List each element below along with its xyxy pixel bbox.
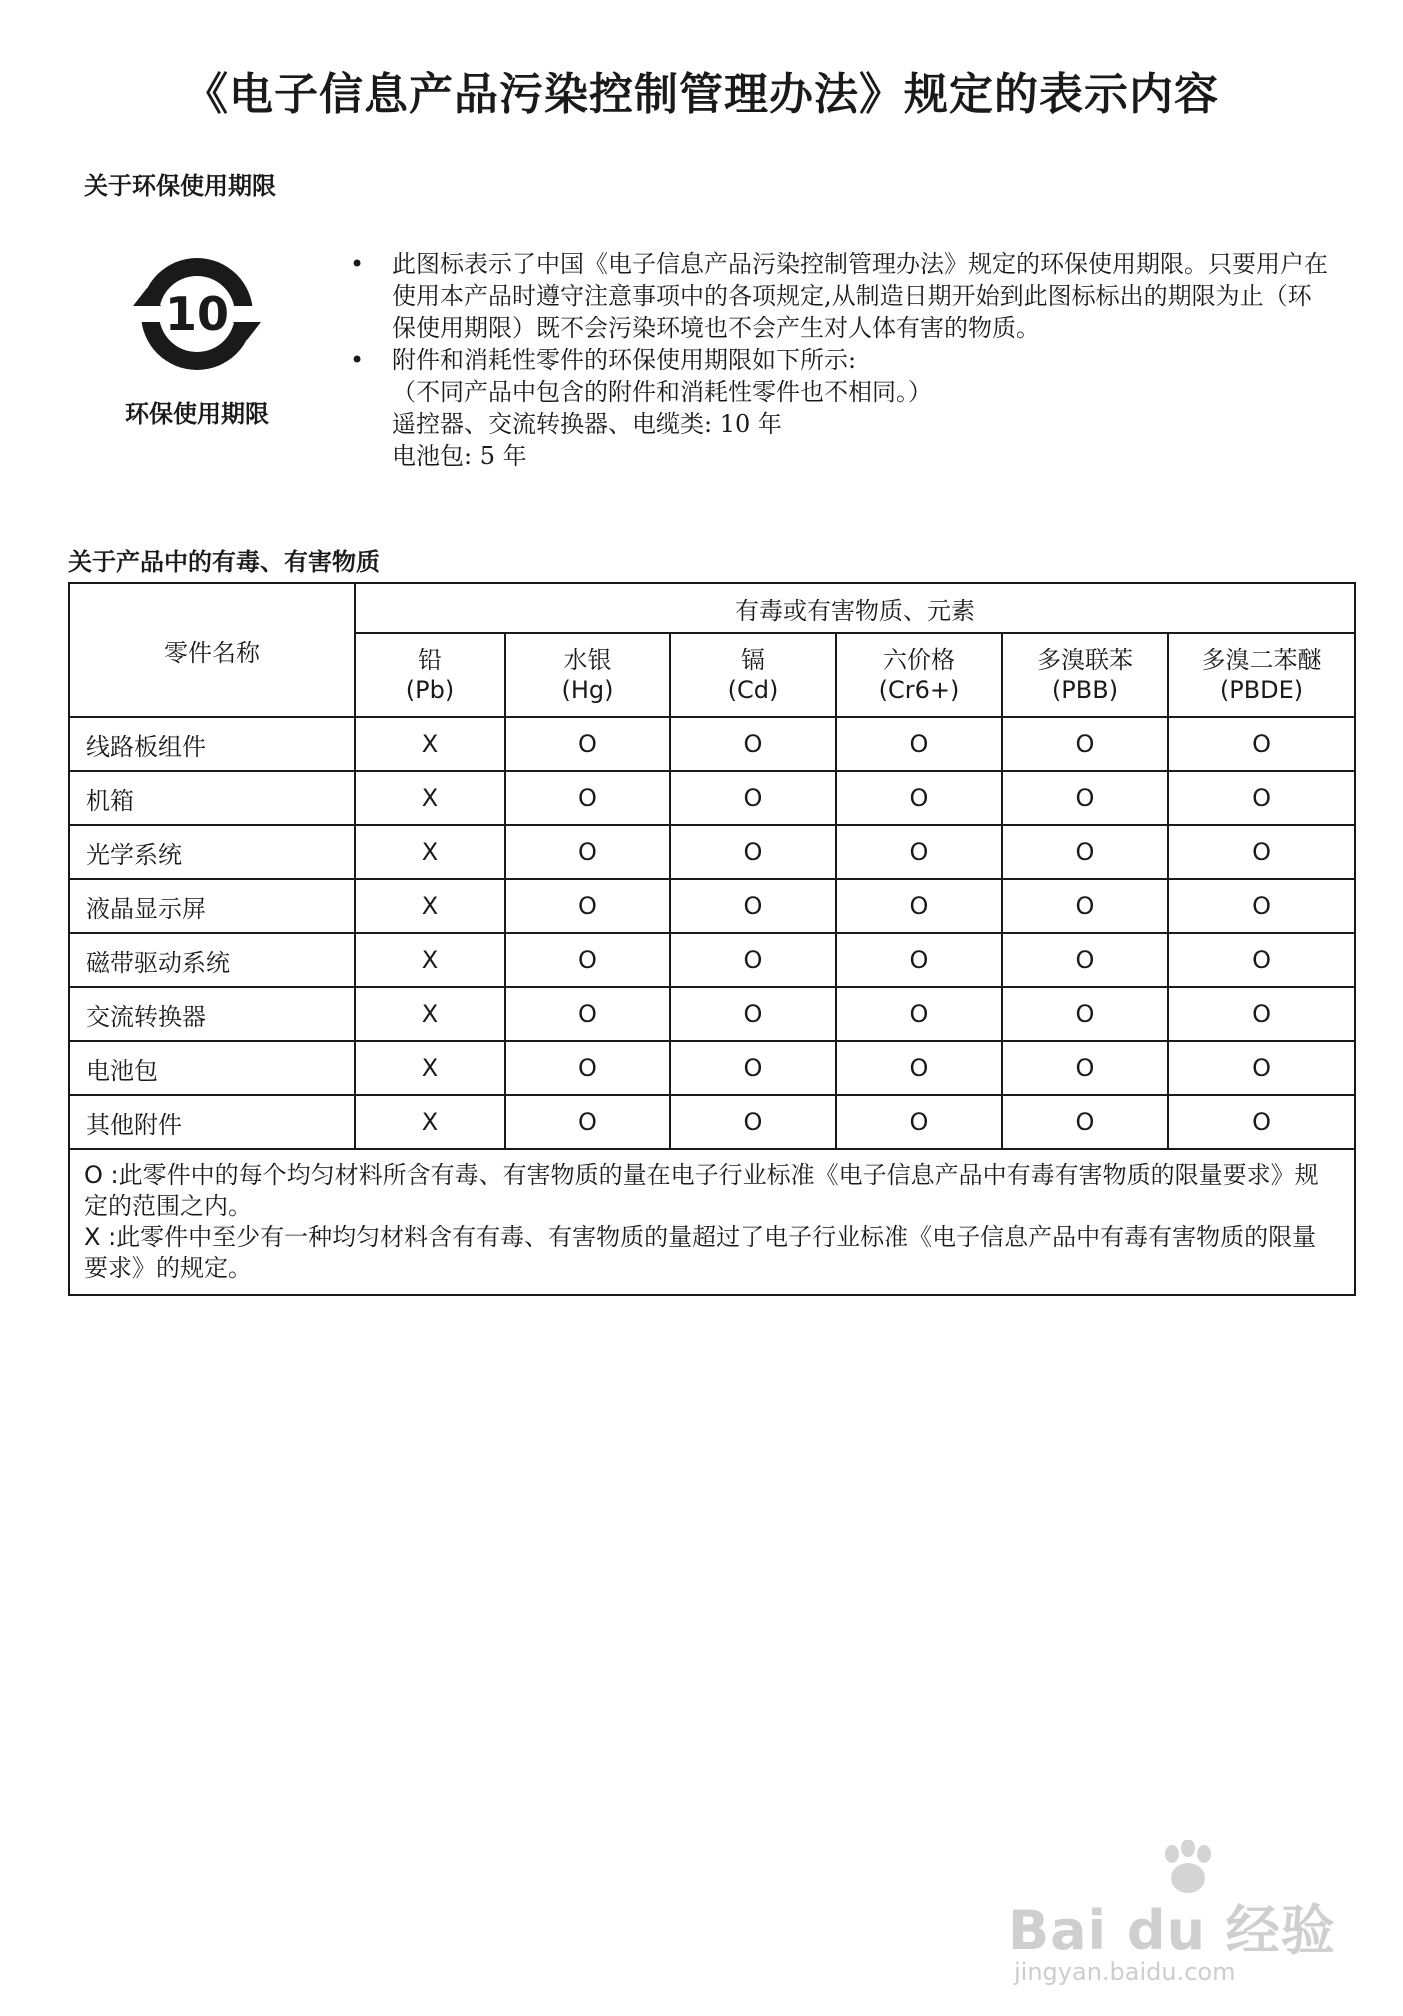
part-name-cell: 液晶显示屏 [69, 879, 355, 933]
part-name-cell: 磁带驱动系统 [69, 933, 355, 987]
part-name-cell: 光学系统 [69, 825, 355, 879]
substance-mark-cell: O [1168, 879, 1355, 933]
substance-mark-cell: O [1168, 1095, 1355, 1149]
hazard-table [68, 582, 1356, 1296]
watermark-brand: Bai du 经验 [1008, 1899, 1336, 1962]
table-row [69, 1041, 1355, 1095]
substance-header: 多溴联苯 (PBB) [1002, 633, 1168, 717]
bullet-item-icon-meaning [350, 248, 1330, 344]
table-row [69, 771, 1355, 825]
table-row [69, 933, 1355, 987]
hazard-section-heading: 关于产品中的有毒、有害物质 [68, 548, 380, 576]
part-name-cell: 交流转换器 [69, 987, 355, 1041]
substance-mark-cell: O [1168, 717, 1355, 771]
substance-mark-cell: O [836, 879, 1002, 933]
period-section-heading: 关于环保使用期限 [84, 172, 276, 200]
substance-header: 铅 (Pb) [355, 633, 505, 717]
substance-mark-cell: O [1002, 879, 1168, 933]
note-o: O :此零件中的每个均匀材料所含有毒、有害物质的量在电子行业标准《电子信息产品中有毒有害物质的限量要求》规定的范围之内。 [84, 1161, 1319, 1220]
substance-mark-cell: O [1168, 987, 1355, 1041]
recycle-period-icon [131, 248, 263, 380]
substance-mark-cell: O [1002, 1041, 1168, 1095]
table-row [69, 1095, 1355, 1149]
substance-header: 多溴二苯醚 (PBDE) [1168, 633, 1355, 717]
substance-mark-cell: O [1002, 771, 1168, 825]
substance-mark-cell: O [1002, 825, 1168, 879]
environmental-period-logo [112, 248, 282, 429]
substance-mark-cell: X [355, 987, 505, 1041]
substance-mark-cell: O [1002, 1095, 1168, 1149]
substance-group-header: 有毒或有害物质、元素 [355, 583, 1355, 633]
substance-header: 六价格 (Cr6+) [836, 633, 1002, 717]
substance-header: 镉 (Cd) [670, 633, 836, 717]
bullet-line: • 附件和消耗性零件的环保使用期限如下所示: [392, 346, 857, 374]
substance-mark-cell: O [505, 879, 670, 933]
substance-mark-cell: O [1168, 771, 1355, 825]
substance-mark-cell: X [355, 717, 505, 771]
substance-mark-cell: O [670, 933, 836, 987]
table-row [69, 879, 1355, 933]
part-name-cell: 机箱 [69, 771, 355, 825]
substance-mark-cell: O [505, 1095, 670, 1149]
substance-mark-cell: O [670, 771, 836, 825]
substance-mark-cell: X [355, 1095, 505, 1149]
substance-mark-cell: O [836, 1041, 1002, 1095]
substance-mark-cell: X [355, 933, 505, 987]
substance-mark-cell: O [505, 1041, 670, 1095]
substance-mark-cell: O [836, 933, 1002, 987]
substance-mark-cell: O [1002, 987, 1168, 1041]
substance-mark-cell: X [355, 1041, 505, 1095]
table-row [69, 825, 1355, 879]
substance-mark-cell: O [670, 879, 836, 933]
substance-mark-cell: O [670, 717, 836, 771]
bullet-text: 此图标表示了中国《电子信息产品污染控制管理办法》规定的环保使用期限。只要用户在使用本产品时遵守注意事项中的各项规定,从制造日期开始到此图标标出的期限为止（环保使用期限）既不会污染环境也不会产生对人体有害的物质。 [392, 250, 1328, 342]
substance-mark-cell: O [505, 933, 670, 987]
substance-mark-cell: O [670, 1095, 836, 1149]
substance-mark-cell: O [505, 717, 670, 771]
substance-mark-cell: O [670, 987, 836, 1041]
note-x: X :此零件中至少有一种均匀材料含有有毒、有害物质的量超过了电子行业标准《电子信息产品中有毒有害物质的限量要求》的规定。 [84, 1223, 1317, 1282]
substance-mark-cell: X [355, 771, 505, 825]
substance-mark-cell: O [670, 825, 836, 879]
bullet-line: 电池包: 5 年 [392, 442, 527, 470]
substance-mark-cell: O [836, 717, 1002, 771]
substance-mark-cell: X [355, 825, 505, 879]
part-name-cell: 电池包 [69, 1041, 355, 1095]
substance-mark-cell: O [1168, 933, 1355, 987]
logo-caption: 环保使用期限 [125, 400, 269, 428]
substance-mark-cell: O [1002, 717, 1168, 771]
table-notes [69, 1149, 1355, 1295]
bullet-line: （不同产品中包含的附件和消耗性零件也不相同。） [392, 378, 932, 406]
substance-mark-cell: O [1002, 933, 1168, 987]
substance-mark-cell: O [836, 771, 1002, 825]
page-title: 《电子信息产品污染控制管理办法》规定的表示内容 [184, 69, 1219, 120]
bullet-line: 遥控器、交流转换器、电缆类: 10 年 [392, 410, 782, 438]
period-bullet-list [350, 248, 1330, 472]
substance-mark-cell: O [836, 1095, 1002, 1149]
substance-mark-cell: O [670, 1041, 836, 1095]
watermark-url: jingyan.baidu.com [1014, 1958, 1236, 1986]
substance-mark-cell: O [1168, 1041, 1355, 1095]
substance-mark-cell: O [836, 825, 1002, 879]
bullet-item-accessory-periods [350, 344, 1330, 472]
table-row [69, 987, 1355, 1041]
baidu-watermark [1008, 1840, 1368, 1990]
logo-number: 10 [164, 287, 230, 341]
substance-header: 水银 (Hg) [505, 633, 670, 717]
substance-mark-cell: O [836, 987, 1002, 1041]
substance-mark-cell: O [1168, 825, 1355, 879]
substance-mark-cell: O [505, 987, 670, 1041]
substance-mark-cell: X [355, 879, 505, 933]
part-name-cell: 其他附件 [69, 1095, 355, 1149]
part-name-cell: 线路板组件 [69, 717, 355, 771]
substance-mark-cell: O [505, 825, 670, 879]
part-name-header: 零件名称 [69, 583, 355, 717]
table-row [69, 717, 1355, 771]
substance-mark-cell: O [505, 771, 670, 825]
